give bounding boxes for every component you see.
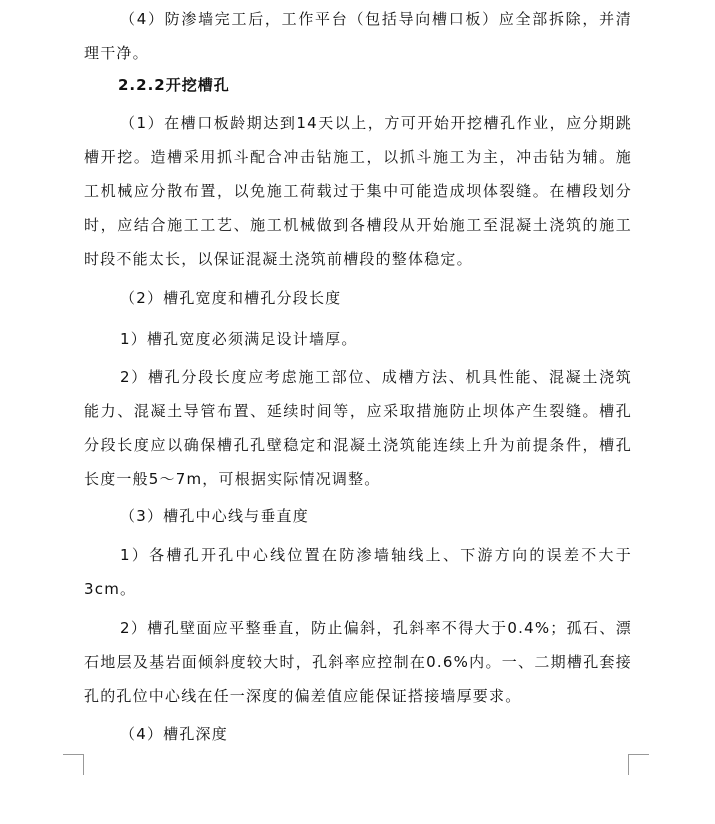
- section-heading: 2.2.2开挖槽孔: [118, 76, 230, 94]
- paragraph-width: 1）槽孔宽度必须满足设计墙厚。: [120, 330, 358, 348]
- paragraph-centerline: 1）各槽孔开孔中心线位置在防渗墙轴线上、下游方向的误差不大于3cm。: [84, 546, 632, 598]
- paragraph-centerline-heading: （3）槽孔中心线与垂直度: [120, 507, 309, 525]
- paragraph-excavation: （1）在槽口板龄期达到14天以上，方可开始开挖槽孔作业，应分期跳槽开挖。造槽采用抓斗配合冲击钻施工，以抓斗施工为主，冲击钻为辅。施工机械应分散布置，以免施工荷载过于集中可能造成坝体裂缝。在槽段划分时，应结合施工工艺、施工机械做到各槽段从开始施工至混凝土浇筑的施工时段不能太长，以保证混凝土浇筑前槽段的整体稳定。: [84, 114, 632, 268]
- page-corner-mark-left: [63, 754, 84, 775]
- paragraph-cleanup: （4）防渗墙完工后，工作平台（包括导向槽口板）应全部拆除，并清理干净。: [84, 10, 632, 62]
- paragraph-segment-length: 2）槽孔分段长度应考虑施工部位、成槽方法、机具性能、混凝土浇筑能力、混凝土导管布置、延续时间等，应采取措施防止坝体产生裂缝。槽孔分段长度应以确保槽孔孔壁稳定和混凝土浇筑能连续上升为前提条件，槽孔长度一般5～7m，可根据实际情况调整。: [84, 368, 632, 488]
- page-corner-mark-right: [628, 754, 649, 775]
- paragraph-depth-heading: （4）槽孔深度: [120, 725, 228, 743]
- paragraph-width-heading: （2）槽孔宽度和槽孔分段长度: [120, 289, 342, 307]
- paragraph-verticality: 2）槽孔壁面应平整垂直，防止偏斜，孔斜率不得大于0.4%；孤石、漂石地层及基岩面倾斜度较大时，孔斜率应控制在0.6%内。一、二期槽孔套接孔的孔位中心线在任一深度的偏差值应能保证搭接墙厚要求。: [84, 619, 632, 705]
